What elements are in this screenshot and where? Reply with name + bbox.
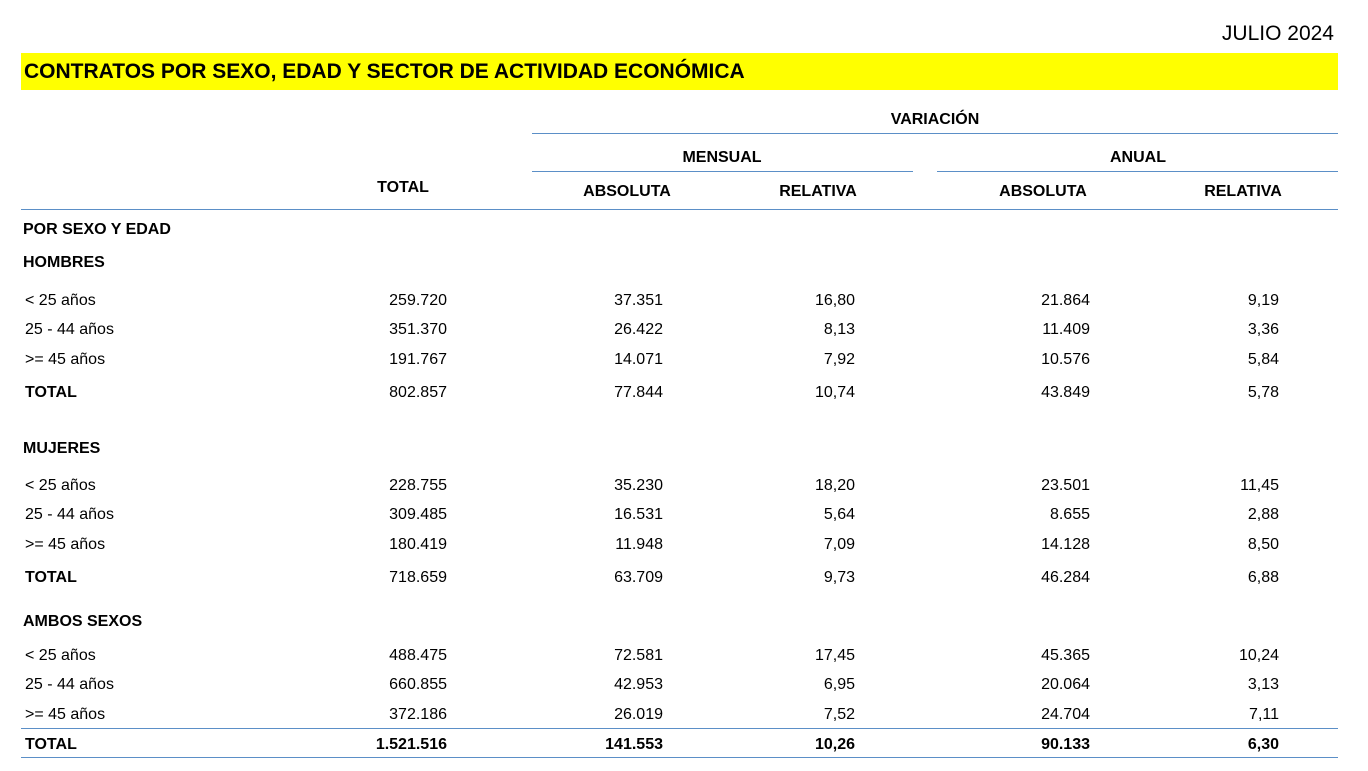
row-label: 25 - 44 años	[25, 506, 114, 523]
cell-abs-a: 90.133	[1041, 736, 1090, 753]
cell-abs-a: 21.864	[1041, 292, 1090, 309]
group-label-1: HOMBRES	[23, 254, 105, 271]
cell-total: 259.720	[389, 292, 447, 309]
cell-rel-m: 5,64	[823, 506, 855, 523]
cell-total: 1.521.516	[375, 736, 447, 753]
cell-rel-a: 6,30	[1247, 736, 1279, 753]
cell-abs-m: 16.531	[614, 506, 663, 523]
cell-rel-m: 9,73	[823, 569, 855, 586]
divider-variacion	[532, 133, 1338, 134]
row-label: 25 - 44 años	[25, 321, 114, 338]
cell-rel-a: 3,36	[1247, 321, 1279, 338]
group-label-3: AMBOS SEXOS	[23, 613, 143, 630]
cell-total: 309.485	[389, 506, 447, 523]
cell-abs-a: 11.409	[1042, 321, 1090, 338]
cell-rel-m: 10,26	[814, 736, 855, 753]
group-label-2: MUJERES	[23, 440, 101, 457]
cell-abs-m: 26.422	[614, 321, 663, 338]
page-title: CONTRATOS POR SEXO, EDAD Y SECTOR DE ACTIVIDAD ECONÓMICA	[24, 60, 745, 83]
cell-total: 180.419	[389, 536, 447, 553]
divider-anual	[937, 171, 1338, 172]
cell-rel-a: 5,78	[1247, 384, 1279, 401]
header-relativa-anual: RELATIVA	[1204, 183, 1282, 200]
cell-rel-a: 9,19	[1247, 292, 1279, 309]
cell-abs-a: 20.064	[1041, 676, 1090, 693]
grand-total-bottom-divider	[21, 757, 1338, 758]
header-variacion: VARIACIÓN	[890, 111, 980, 128]
cell-abs-m: 42.953	[614, 676, 663, 693]
cell-rel-m: 7,52	[823, 706, 855, 723]
cell-abs-m: 141.553	[605, 736, 663, 753]
total-row-label: TOTAL	[25, 736, 77, 753]
cell-total: 718.659	[389, 569, 447, 586]
cell-abs-a: 46.284	[1041, 569, 1090, 586]
cell-abs-m: 77.844	[614, 384, 663, 401]
cell-abs-a: 23.501	[1041, 477, 1090, 494]
cell-abs-a: 10.576	[1041, 351, 1090, 368]
total-row-label: TOTAL	[25, 569, 77, 586]
header-absoluta-anual: ABSOLUTA	[999, 183, 1087, 200]
cell-abs-a: 43.849	[1041, 384, 1090, 401]
row-label: < 25 años	[25, 477, 96, 494]
cell-total: 660.855	[389, 676, 447, 693]
cell-abs-m: 11.948	[615, 536, 663, 553]
header-mensual: MENSUAL	[682, 149, 762, 166]
row-label: >= 45 años	[25, 706, 106, 723]
cell-rel-a: 10,24	[1238, 647, 1279, 664]
cell-rel-m: 18,20	[814, 477, 855, 494]
divider-mensual	[532, 171, 913, 172]
cell-abs-a: 8.655	[1049, 506, 1090, 523]
cell-rel-m: 7,09	[823, 536, 855, 553]
cell-abs-m: 63.709	[614, 569, 663, 586]
cell-rel-m: 6,95	[823, 676, 855, 693]
cell-total: 488.475	[389, 647, 447, 664]
cell-rel-a: 5,84	[1247, 351, 1279, 368]
cell-rel-a: 3,13	[1247, 676, 1279, 693]
cell-rel-m: 17,45	[814, 647, 855, 664]
cell-rel-m: 10,74	[814, 384, 855, 401]
row-label: >= 45 años	[25, 351, 106, 368]
cell-abs-a: 45.365	[1041, 647, 1090, 664]
cell-total: 372.186	[389, 706, 447, 723]
header-bottom-divider	[21, 209, 1338, 210]
row-label: 25 - 44 años	[25, 676, 114, 693]
header-total: TOTAL	[377, 179, 429, 196]
cell-rel-m: 7,92	[823, 351, 855, 368]
header-anual: ANUAL	[1110, 149, 1166, 166]
cell-rel-a: 7,11	[1249, 706, 1279, 723]
cell-rel-a: 6,88	[1247, 569, 1279, 586]
cell-rel-m: 8,13	[823, 321, 855, 338]
header-relativa-mensual: RELATIVA	[779, 183, 857, 200]
report-date: JULIO 2024	[1221, 22, 1334, 45]
cell-abs-m: 35.230	[614, 477, 663, 494]
grand-total-top-divider	[21, 728, 1338, 729]
cell-total: 351.370	[389, 321, 447, 338]
cell-rel-a: 2,88	[1247, 506, 1279, 523]
cell-abs-m: 37.351	[614, 292, 663, 309]
cell-total: 191.767	[389, 351, 447, 368]
row-label: < 25 años	[25, 292, 96, 309]
cell-abs-m: 72.581	[614, 647, 663, 664]
cell-abs-m: 26.019	[614, 706, 663, 723]
cell-abs-a: 14.128	[1041, 536, 1090, 553]
cell-abs-a: 24.704	[1041, 706, 1090, 723]
cell-total: 228.755	[389, 477, 447, 494]
row-label: >= 45 años	[25, 536, 106, 553]
section-title: POR SEXO Y EDAD	[23, 221, 171, 238]
cell-total: 802.857	[389, 384, 447, 401]
total-row-label: TOTAL	[25, 384, 77, 401]
row-label: < 25 años	[25, 647, 96, 664]
cell-rel-a: 11,45	[1240, 477, 1279, 494]
cell-rel-m: 16,80	[814, 292, 855, 309]
header-absoluta-mensual: ABSOLUTA	[583, 183, 671, 200]
cell-rel-a: 8,50	[1247, 536, 1279, 553]
cell-abs-m: 14.071	[614, 351, 663, 368]
